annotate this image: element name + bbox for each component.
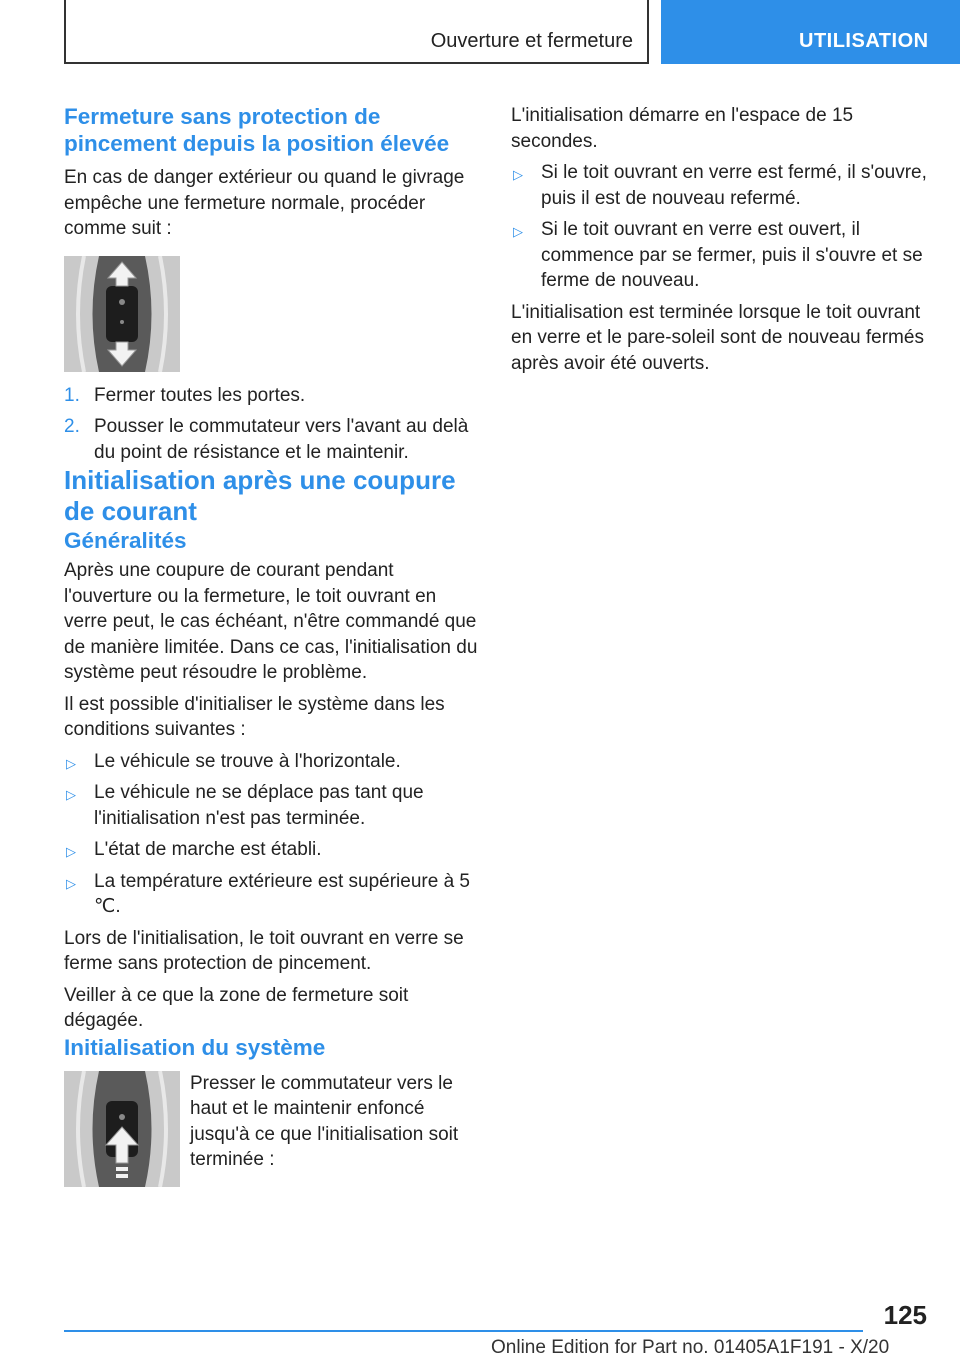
list-item	[511, 217, 931, 294]
heading-general: Généralités	[64, 528, 187, 553]
list-item	[511, 160, 931, 211]
triangle-bullet-icon: ▷	[66, 755, 76, 771]
list-item	[64, 869, 478, 920]
conditions-list	[64, 749, 478, 920]
paragraph-end: L'initialisation est terminée lorsque le toit ouvrant en verre et le pare-soleil sont de nouveau fermés après avoir été ouverts.	[511, 301, 924, 374]
step-text: Fermer toutes les portes.	[94, 384, 306, 406]
roof-switch-forward-illustration	[64, 256, 180, 372]
left-column	[64, 103, 478, 1187]
list-item	[64, 383, 478, 409]
paragraph-conditions: Il est possible d'initialiser le système dans les conditions suivantes :	[64, 693, 445, 740]
condition-text: Le véhicule se trouve à l'horizontale.	[94, 750, 401, 772]
right-column	[511, 103, 931, 376]
footer-edition: Online Edition for Part no. 01405A1F191 - X/20	[491, 1337, 890, 1358]
paragraph-general: Après une coupure de courant pendant l'ouverture ou la fermeture, le toit ouvrant en verre peut, le cas échéant, n'être commandé que de manière limitée. Dans ce cas, l'initialisation du système peut résoudre le problème.	[64, 560, 478, 683]
init-behaviour-list	[511, 160, 931, 294]
triangle-bullet-icon: ▷	[66, 787, 76, 802]
paragraph-start: L'initialisation démarre en l'espace de 15 secondes.	[511, 105, 854, 152]
chapter-tab-label: UTILISATION	[799, 30, 929, 52]
section-title: Ouverture et fermeture	[430, 30, 633, 52]
pinch-steps	[64, 383, 478, 466]
paragraph-pinch: En cas de danger extérieur ou quand le givrage empêche une fermeture normale, procéder comme suit :	[64, 167, 465, 239]
paragraph-veiller: Veiller à ce que la zone de fermeture soit dégagée.	[64, 984, 409, 1031]
header-box	[64, 0, 649, 64]
step-text: Pousser le commutateur vers l'avant au delà du point de résistance et le maintenir.	[94, 416, 469, 463]
figure-switch-forward	[64, 256, 478, 377]
condition-text: La température extérieure est supérieure à 5 ℃.	[94, 870, 470, 917]
list-item	[64, 837, 478, 863]
behaviour-text: Si le toit ouvrant en verre est ouvert, il commence par se fermer, puis il s'ouvre et se ferme de nouveau.	[541, 219, 923, 291]
step-number: 1.	[64, 384, 80, 406]
chapter-tab[interactable]	[661, 0, 960, 64]
paragraph-system-init: Presser le commutateur vers le haut et le maintenir enfoncé jusqu'à ce que l'initialisation soit terminée :	[190, 1072, 459, 1170]
step-number: 2.	[64, 416, 80, 437]
list-item	[64, 780, 478, 831]
condition-text: Le véhicule ne se déplace pas tant que l'initialisation n'est pas terminée.	[94, 782, 424, 829]
heading-init: Initialisation après une coupure de courant	[64, 465, 456, 526]
page-number: 125	[883, 1300, 927, 1330]
list-item	[64, 414, 478, 465]
list-item	[64, 749, 478, 775]
footer-divider	[64, 1330, 863, 1332]
roof-switch-up-illustration	[64, 1071, 180, 1187]
system-init-block	[64, 1071, 478, 1187]
behaviour-text: Si le toit ouvrant en verre est fermé, il s'ouvre, puis il est de nouveau refermé.	[541, 162, 927, 209]
heading-system-init: Initialisation du système	[64, 1034, 326, 1060]
paragraph-lors: Lors de l'initialisation, le toit ouvrant en verre se ferme sans protection de pincement.	[64, 927, 464, 974]
triangle-bullet-icon: ▷	[66, 844, 76, 859]
triangle-bullet-icon: ▷	[66, 875, 76, 891]
triangle-bullet-icon: ▷	[513, 167, 523, 182]
triangle-bullet-icon: ▷	[513, 224, 523, 239]
condition-text: L'état de marche est établi.	[94, 839, 322, 860]
heading-pinch: Fermeture sans protection de pincement depuis la position élevée	[64, 104, 450, 156]
